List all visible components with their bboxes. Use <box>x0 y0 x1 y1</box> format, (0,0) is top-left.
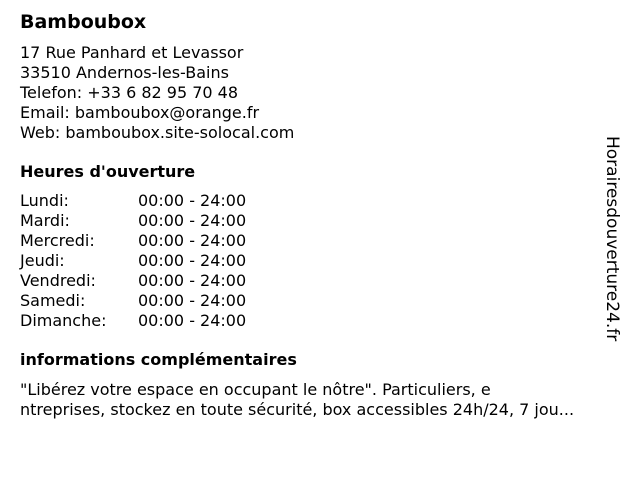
time-range: 00:00 - 24:00 <box>138 251 247 270</box>
phone-line: Telefon: +33 6 82 95 70 48 <box>20 83 239 102</box>
hours-row <box>20 191 620 211</box>
time-range: 00:00 - 24:00 <box>138 211 247 230</box>
hours-row <box>20 231 620 251</box>
address-city: 33510 Andernos-les-Bains <box>20 63 229 82</box>
site-watermark: Horairesdouverture24.fr <box>602 136 622 342</box>
time-range: 00:00 - 24:00 <box>138 271 247 290</box>
hours-row <box>20 211 620 231</box>
address-street: 17 Rue Panhard et Levassor <box>20 43 244 62</box>
time-range: 00:00 - 24:00 <box>138 311 247 330</box>
hours-row <box>20 271 620 291</box>
day-label: Samedi: <box>20 291 86 310</box>
time-range: 00:00 - 24:00 <box>138 291 247 310</box>
hours-heading: Heures d'ouverture <box>20 162 196 181</box>
day-label: Vendredi: <box>20 271 96 290</box>
hours-table <box>20 191 620 331</box>
info-text <box>20 380 620 420</box>
day-label: Mercredi: <box>20 231 95 250</box>
web-line: Web: bamboubox.site-solocal.com <box>20 123 295 142</box>
business-card <box>20 9 620 420</box>
time-range: 00:00 - 24:00 <box>138 191 247 210</box>
hours-row <box>20 291 620 311</box>
day-label: Lundi: <box>20 191 69 210</box>
info-line-2: ntreprises, stockez en toute sécurité, box accessibles 24h/24, 7 jou... <box>20 400 575 419</box>
info-heading: informations complémentaires <box>20 350 297 369</box>
hours-row <box>20 311 620 331</box>
email-line: Email: bamboubox@orange.fr <box>20 103 260 122</box>
contact-block <box>20 43 620 143</box>
day-label: Jeudi: <box>20 251 65 270</box>
day-label: Dimanche: <box>20 311 107 330</box>
hours-row <box>20 251 620 271</box>
day-label: Mardi: <box>20 211 70 230</box>
info-line-1: "Libérez votre espace en occupant le nôtre". Particuliers, e <box>20 380 491 399</box>
time-range: 00:00 - 24:00 <box>138 231 247 250</box>
business-name: Bamboubox <box>20 11 147 33</box>
